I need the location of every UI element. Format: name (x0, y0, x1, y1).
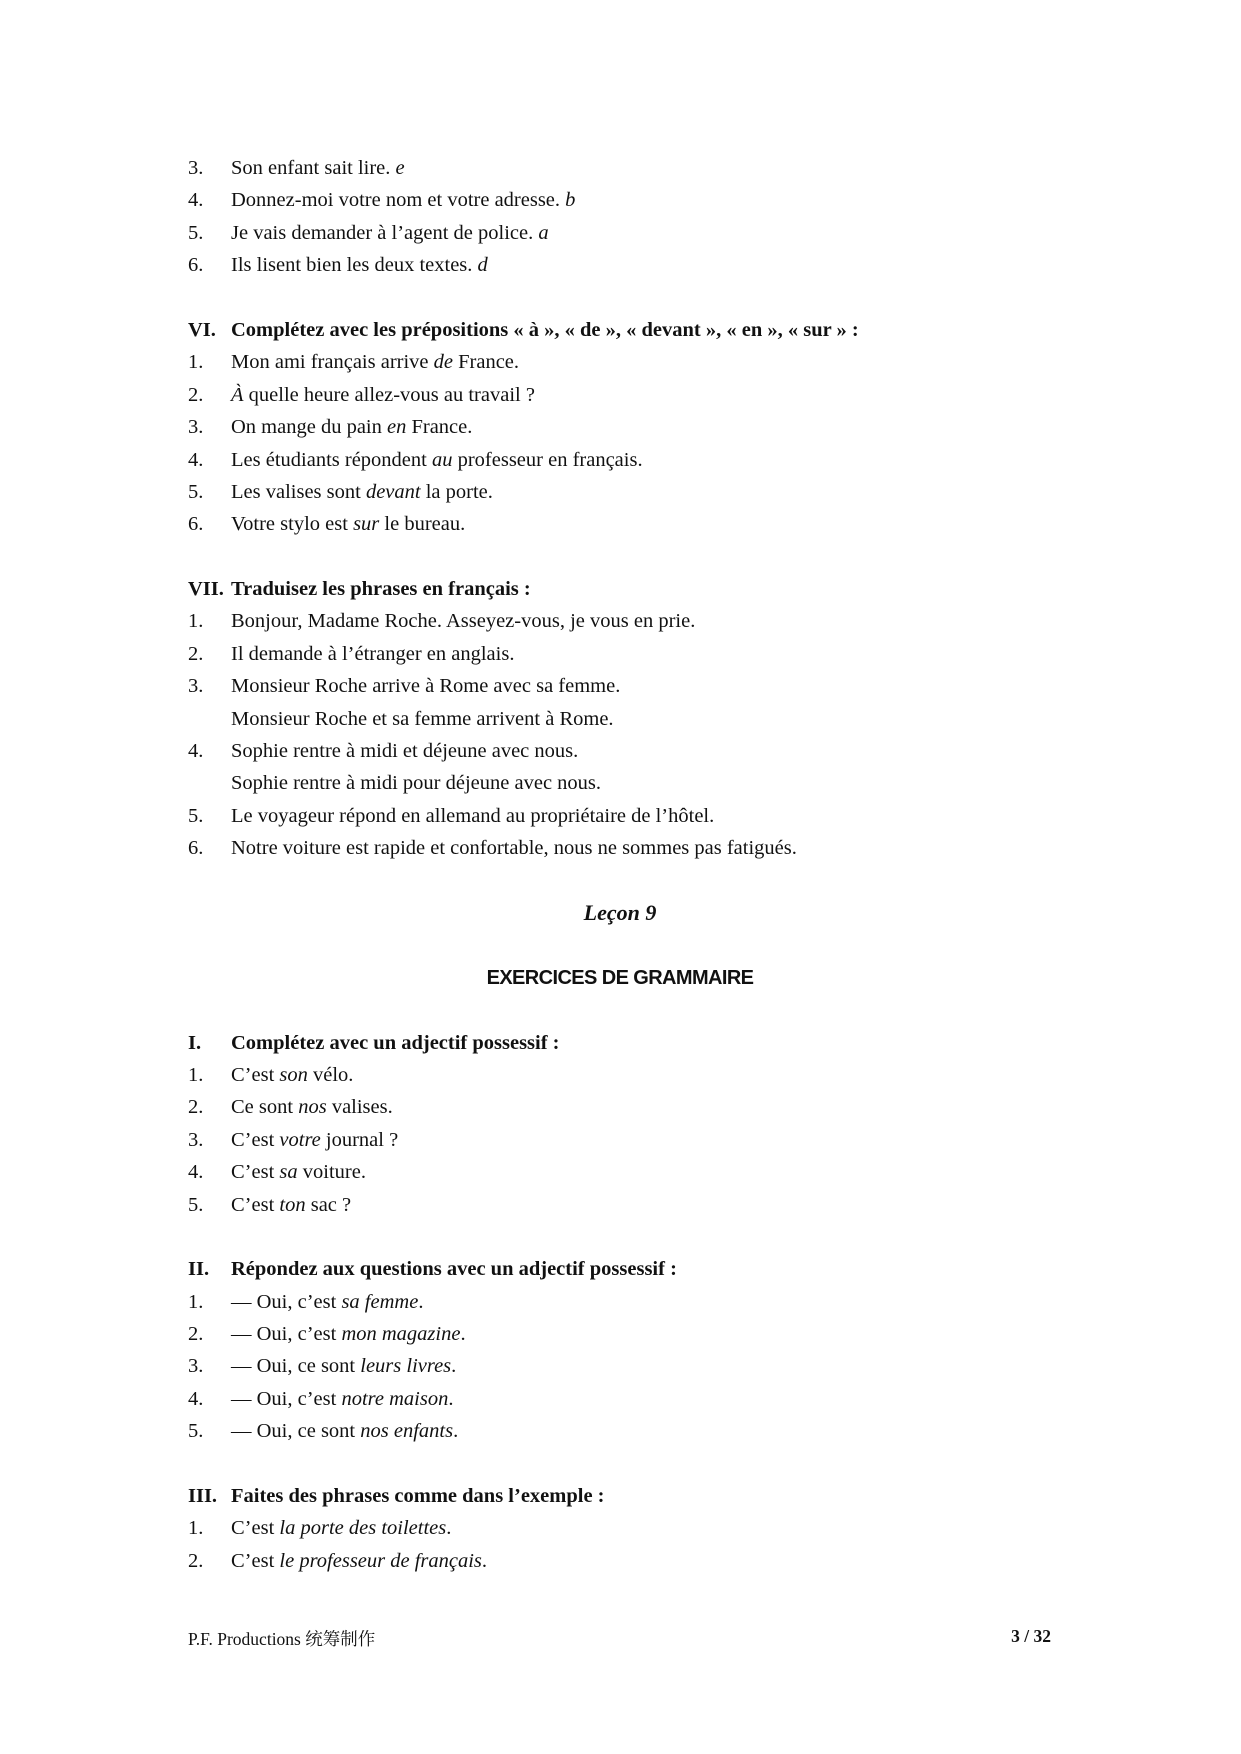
sentence-text: valises. (326, 1096, 393, 1119)
item-text (231, 508, 465, 540)
list-item (188, 1350, 1088, 1382)
sentence-text: France. (453, 351, 520, 374)
page-number: 3 / 32 (1011, 1626, 1051, 1646)
list-item (188, 638, 1088, 670)
exercise-section (188, 152, 1088, 282)
sentence-text: journal ? (320, 1128, 399, 1151)
blank-line (188, 1448, 1088, 1480)
item-number: 6. (188, 513, 204, 536)
blank-line (188, 1221, 1088, 1253)
sentence-text: la porte. (420, 480, 493, 503)
exercise-number: II. (188, 1258, 210, 1281)
answer-text: sa femme (341, 1290, 419, 1313)
list-item (188, 1318, 1088, 1350)
section-title (188, 962, 1052, 994)
exercise-section (188, 573, 1088, 865)
blank-line (188, 994, 1088, 1026)
exercise-section (188, 1027, 1088, 1221)
sentence-text: le bureau. (379, 513, 466, 536)
answer-text: notre maison (341, 1387, 449, 1410)
document-body (188, 152, 1088, 1577)
sentence-text: — Oui, ce sont (231, 1420, 361, 1443)
answer-text: votre (279, 1128, 321, 1151)
list-item (188, 1189, 1088, 1221)
item-number: 5. (188, 480, 204, 503)
exercise-number: III. (188, 1485, 218, 1508)
item-number: 3. (188, 157, 204, 179)
answer-text: le professeur de français (279, 1549, 482, 1572)
sentence-text: . (418, 1290, 424, 1313)
item-number (188, 703, 231, 735)
exercise-heading (188, 1027, 1088, 1059)
item-text (231, 1350, 456, 1382)
sentence-text: C’est (231, 1193, 280, 1216)
list-item (188, 1059, 1088, 1091)
list-item (188, 346, 1088, 378)
sentence-text: — Oui, c’est (231, 1323, 342, 1346)
list-item (188, 1545, 1088, 1577)
sentence-text: . (451, 1355, 457, 1378)
exercise-heading (188, 1253, 1088, 1285)
item-text (231, 379, 535, 411)
sentence-text: . (448, 1387, 454, 1410)
item-text (231, 670, 620, 702)
answer-text: À (231, 383, 244, 406)
item-text (231, 1512, 451, 1544)
page-footer (188, 1626, 1051, 1651)
item-number: 3. (188, 1128, 204, 1151)
item-text (231, 1059, 353, 1091)
list-item (188, 508, 1088, 540)
answer-text: nos (298, 1096, 327, 1119)
item-number: 6. (188, 254, 204, 277)
list-item (188, 605, 1088, 637)
list-item (188, 1415, 1088, 1447)
blank-line (188, 865, 1088, 897)
sentence-text: Sophie rentre à midi pour déjeune avec nous. (231, 772, 602, 795)
item-number: 4. (188, 1387, 204, 1410)
answer-text: ton (279, 1193, 306, 1216)
sentence-text: voiture. (297, 1161, 366, 1184)
sentence-text: . (453, 1420, 459, 1443)
sentence-text: — Oui, c’est (231, 1290, 342, 1313)
blank-line (188, 282, 1088, 314)
sentence-text: C’est (231, 1063, 280, 1086)
sentence-text: Il demande à l’étranger en anglais. (231, 642, 515, 665)
sentence-text: Donnez-moi votre nom et votre adresse. (231, 189, 566, 212)
item-number: 2. (188, 1323, 204, 1346)
item-number: 4. (188, 189, 204, 212)
item-text (231, 444, 643, 476)
list-item (188, 379, 1088, 411)
sentence-text: C’est (231, 1549, 280, 1572)
item-text (231, 411, 472, 443)
list-item (188, 411, 1088, 443)
sentence-text: Ils lisent bien les deux textes. (231, 254, 478, 277)
footer-publisher: P.F. Productions 统筹制作 (188, 1629, 376, 1649)
exercise-heading (188, 573, 1088, 605)
item-text (231, 1124, 398, 1156)
list-item (188, 832, 1088, 864)
exercise-section (188, 1253, 1088, 1447)
answer-text: en (387, 416, 407, 439)
answer-text: e (395, 157, 405, 179)
list-item (188, 1286, 1088, 1318)
sentence-text: Les étudiants répondent (231, 448, 432, 471)
answer-text: la porte des toilettes (279, 1517, 447, 1540)
item-text (231, 605, 695, 637)
sentence-text: Le voyageur répond en allemand au propriétaire de l’hôtel. (231, 804, 715, 827)
item-text (231, 638, 514, 670)
item-number: 6. (188, 837, 204, 860)
item-number: 5. (188, 1193, 204, 1216)
item-text (231, 152, 405, 184)
exercise-instruction: Complétez avec un adjectif possessif : (231, 1031, 560, 1054)
item-text (231, 832, 797, 864)
sentence-text: quelle heure allez-vous au travail ? (243, 383, 535, 406)
item-number (188, 767, 231, 799)
sentence-text: Son enfant sait lire. (231, 157, 396, 179)
list-item (188, 670, 1088, 702)
section-title-text: EXERCICES DE GRAMMAIRE (486, 966, 754, 989)
item-number: 3. (188, 1355, 204, 1378)
sentence-text: Sophie rentre à midi et déjeune avec nous. (231, 740, 579, 763)
exercise-instruction: Traduisez les phrases en français : (231, 578, 531, 601)
item-text (231, 1545, 487, 1577)
item-text (231, 476, 493, 508)
list-item (188, 735, 1088, 767)
sentence-text: Mon ami français arrive (231, 351, 434, 374)
sentence-text: Monsieur Roche et sa femme arrivent à Rome. (231, 707, 614, 730)
answer-text: de (433, 351, 453, 374)
sentence-text: Ce sont (231, 1096, 299, 1119)
sentence-text: vélo. (307, 1063, 354, 1086)
exercise-section (188, 314, 1088, 541)
item-number: 3. (188, 675, 204, 698)
answer-text: mon magazine (341, 1323, 461, 1346)
sentence-text: sac ? (305, 1193, 352, 1216)
item-number: 2. (188, 1096, 204, 1119)
item-number: 4. (188, 740, 204, 763)
item-number: 2. (188, 1549, 204, 1572)
item-text (231, 217, 549, 249)
exercise-number: I. (188, 1031, 202, 1054)
item-text (231, 735, 578, 767)
answer-text: au (431, 448, 453, 471)
sentence-text: Votre stylo est (231, 513, 354, 536)
item-text (231, 1156, 366, 1188)
exercise-number: VII. (188, 578, 224, 601)
lesson-title-text: Leçon 9 (583, 899, 657, 925)
list-item (188, 1512, 1088, 1544)
item-text (231, 767, 601, 799)
answer-text: sa (279, 1161, 298, 1184)
sentence-text: On mange du pain (231, 416, 387, 439)
sentence-text: Bonjour, Madame Roche. Asseyez-vous, je vous en prie. (231, 610, 696, 633)
item-number: 5. (188, 804, 204, 827)
exercise-heading (188, 1480, 1088, 1512)
sentence-text: Les valises sont (231, 480, 366, 503)
item-text (231, 249, 488, 281)
item-number: 2. (188, 383, 204, 406)
item-text (231, 800, 714, 832)
answer-text: b (565, 189, 576, 212)
item-number: 5. (188, 221, 204, 244)
item-number: 1. (188, 610, 204, 633)
sentence-text: . (446, 1517, 452, 1540)
item-text (231, 184, 575, 216)
item-text (231, 703, 614, 735)
sentence-text: professeur en français. (452, 448, 643, 471)
sentence-text: France. (406, 416, 473, 439)
exercise-number: VI. (188, 318, 216, 341)
item-number: 1. (188, 1290, 204, 1313)
item-number: 1. (188, 351, 204, 374)
list-item (188, 703, 1088, 735)
blank-line (188, 541, 1088, 573)
answer-text: nos enfants (360, 1420, 454, 1443)
item-number: 1. (188, 1517, 204, 1540)
answer-text: a (538, 221, 549, 244)
list-item (188, 249, 1088, 281)
sentence-text: C’est (231, 1517, 280, 1540)
sentence-text: . (481, 1549, 488, 1572)
item-text (231, 1286, 423, 1318)
sentence-text: . (460, 1323, 466, 1346)
item-text (231, 1189, 351, 1221)
sentence-text: C’est (231, 1128, 280, 1151)
lesson-title (188, 897, 1052, 929)
item-number: 2. (188, 642, 204, 665)
answer-text: devant (365, 480, 421, 503)
list-item (188, 767, 1088, 799)
item-text (231, 1318, 466, 1350)
item-text (231, 346, 519, 378)
list-item (188, 1091, 1088, 1123)
list-item (188, 1156, 1088, 1188)
item-number: 4. (188, 1161, 204, 1184)
list-item (188, 152, 1088, 184)
list-item (188, 476, 1088, 508)
sentence-text: C’est (231, 1161, 280, 1184)
list-item (188, 1383, 1088, 1415)
list-item (188, 444, 1088, 476)
answer-text: d (477, 254, 488, 277)
exercise-instruction: Complétez avec les prépositions « à », « de », « devant », « en », « sur » : (231, 318, 859, 341)
exercise-heading (188, 314, 1088, 346)
blank-line (188, 929, 1088, 961)
list-item (188, 217, 1088, 249)
answer-text: son (279, 1063, 308, 1086)
exercise-instruction: Faites des phrases comme dans l’exemple : (231, 1485, 605, 1508)
item-number: 4. (188, 448, 204, 471)
item-text (231, 1415, 458, 1447)
sentence-text: Monsieur Roche arrive à Rome avec sa femme. (231, 675, 621, 698)
item-number: 3. (188, 416, 204, 439)
exercise-instruction: Répondez aux questions avec un adjectif possessif : (231, 1258, 677, 1281)
item-text (231, 1091, 393, 1123)
answer-text: leurs livres (360, 1355, 452, 1378)
list-item (188, 1124, 1088, 1156)
answer-text: sur (353, 513, 380, 536)
item-text (231, 1383, 453, 1415)
item-number: 5. (188, 1420, 204, 1443)
sentence-text: Je vais demander à l’agent de police. (231, 221, 539, 244)
exercise-section (188, 1480, 1088, 1577)
list-item (188, 800, 1088, 832)
sentence-text: — Oui, ce sont (231, 1355, 361, 1378)
item-number: 1. (188, 1063, 204, 1086)
sentence-text: Notre voiture est rapide et confortable, nous ne sommes pas fatigués. (231, 837, 797, 860)
sentence-text: — Oui, c’est (231, 1387, 342, 1410)
list-item (188, 184, 1088, 216)
